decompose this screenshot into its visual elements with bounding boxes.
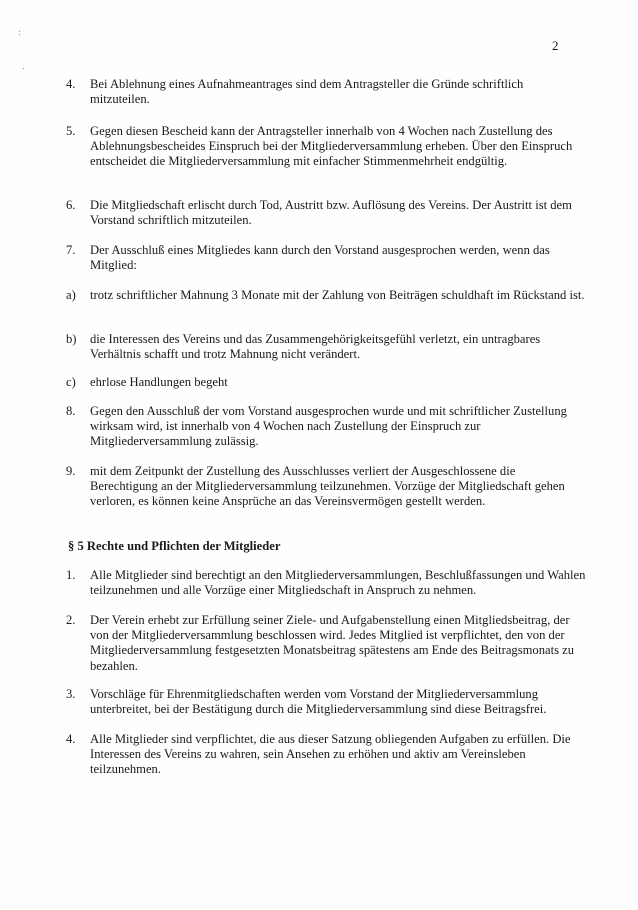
item-text: Alle Mitglieder sind verpflichtet, die aus dieser Satzung obliegenden Aufgaben zu erfüllen. Die Interessen des Vereins zu wahren, sein Ansehen zu erhöhen und aktiv am Vereinsleben teilzunehmen. [90, 732, 571, 777]
list-item [66, 243, 586, 273]
item-number: 4. [66, 732, 76, 746]
list-item [66, 464, 586, 510]
item-number: 5. [66, 124, 76, 138]
list-item [66, 687, 586, 717]
item-text: die Interessen des Vereins und das Zusammengehörigkeitsgefühl verletzt, ein untragbares Verhältnis schafft und trotz Mahnung nicht verändert. [90, 332, 541, 362]
list-item [66, 732, 586, 778]
item-number: 8. [66, 404, 76, 418]
scan-speck [19, 34, 20, 35]
item-number: 9. [66, 464, 76, 478]
list-item [66, 568, 586, 598]
item-text: Der Ausschluß eines Mitgliedes kann durch den Vorstand ausgesprochen werden, wenn das Mitglied: [90, 243, 550, 273]
item-text: trotz schriftlicher Mahnung 3 Monate mit der Zahlung von Beiträgen schuldhaft im Rückstand ist. [90, 288, 585, 302]
item-text: Bei Ablehnung eines Aufnahmeantrages sind dem Antragsteller die Gründe schriftlich mitzuteilen. [90, 77, 524, 107]
list-item [66, 332, 586, 362]
list-item [66, 613, 586, 674]
list-item [66, 124, 586, 170]
item-number: a) [66, 288, 76, 302]
item-text: Gegen diesen Bescheid kann der Antragsteller innerhalb von 4 Wochen nach Zustellung des Ablehnungsbescheides Einspruch bei der Mitgliederversammlung erheben. Über den Einspruch entscheidet die Mitgliederversammlung mit einfacher Stimmenmehrheit endgültig. [90, 124, 573, 169]
item-text: Der Verein erhebt zur Erfüllung seiner Ziele- und Aufgabenstellung einen Mitgliedsbeitrag, der von der Mitgliederversammlung beschlossen wird. Jedes Mitglied ist verpflichtet, den von der Mitgliederversammlung festgesetzten Monatsbeitrag spätestens am Ende des Beitragsmonats zu bezahlen. [90, 613, 575, 673]
scan-speck [19, 31, 20, 32]
item-text: Alle Mitglieder sind berechtigt an den Mitgliederversammlungen, Beschlußfassungen und Wahlen teilzunehmen und alle Vorzüge einer Mitgliedschaft in Anspruch zu nehmen. [90, 568, 586, 598]
item-number: 3. [66, 687, 76, 701]
item-text: Gegen den Ausschluß der vom Vorstand ausgesprochen wurde und mit schriftlicher Zustellung wirksam wird, ist innerhalb von 4 Wochen nach Zustellung der Einspruch zur Mitgliederversammlung zulässig. [90, 404, 567, 449]
item-number: b) [66, 332, 77, 346]
item-text: Vorschläge für Ehrenmitgliedschaften werden vom Vorstand der Mitgliederversammlung unterbreitet, bei der Bestätigung durch die Mitgliederversammlung sind diese Beitragsfrei. [90, 687, 547, 717]
item-text: Die Mitgliedschaft erlischt durch Tod, Austritt bzw. Auflösung des Vereins. Der Austritt ist dem Vorstand schriftlich mitzuteilen. [90, 198, 572, 228]
item-text: ehrlose Handlungen begeht [90, 375, 228, 389]
list-item [66, 288, 586, 303]
item-text: mit dem Zeitpunkt der Zustellung des Ausschlusses verliert der Ausgeschlossene die Berechtigung an der Mitgliederversammlung teilzunehmen. Vorzüge der Mitgliedschaft gehen verloren, es können keine Ansprüche an das Vereinsvermögen gestellt werden. [90, 464, 565, 509]
item-number: 4. [66, 77, 76, 91]
item-number: 1. [66, 568, 76, 582]
list-item [66, 375, 586, 390]
item-number: 6. [66, 198, 76, 212]
item-number: 2. [66, 613, 76, 627]
list-item [66, 198, 586, 228]
scan-speck [23, 68, 24, 69]
list-item [66, 77, 586, 107]
page-number: 2 [552, 38, 559, 53]
item-number: 7. [66, 243, 76, 257]
section-heading: § 5 Rechte und Pflichten der Mitglieder [68, 539, 281, 553]
item-number: c) [66, 375, 76, 389]
list-item [66, 404, 586, 450]
